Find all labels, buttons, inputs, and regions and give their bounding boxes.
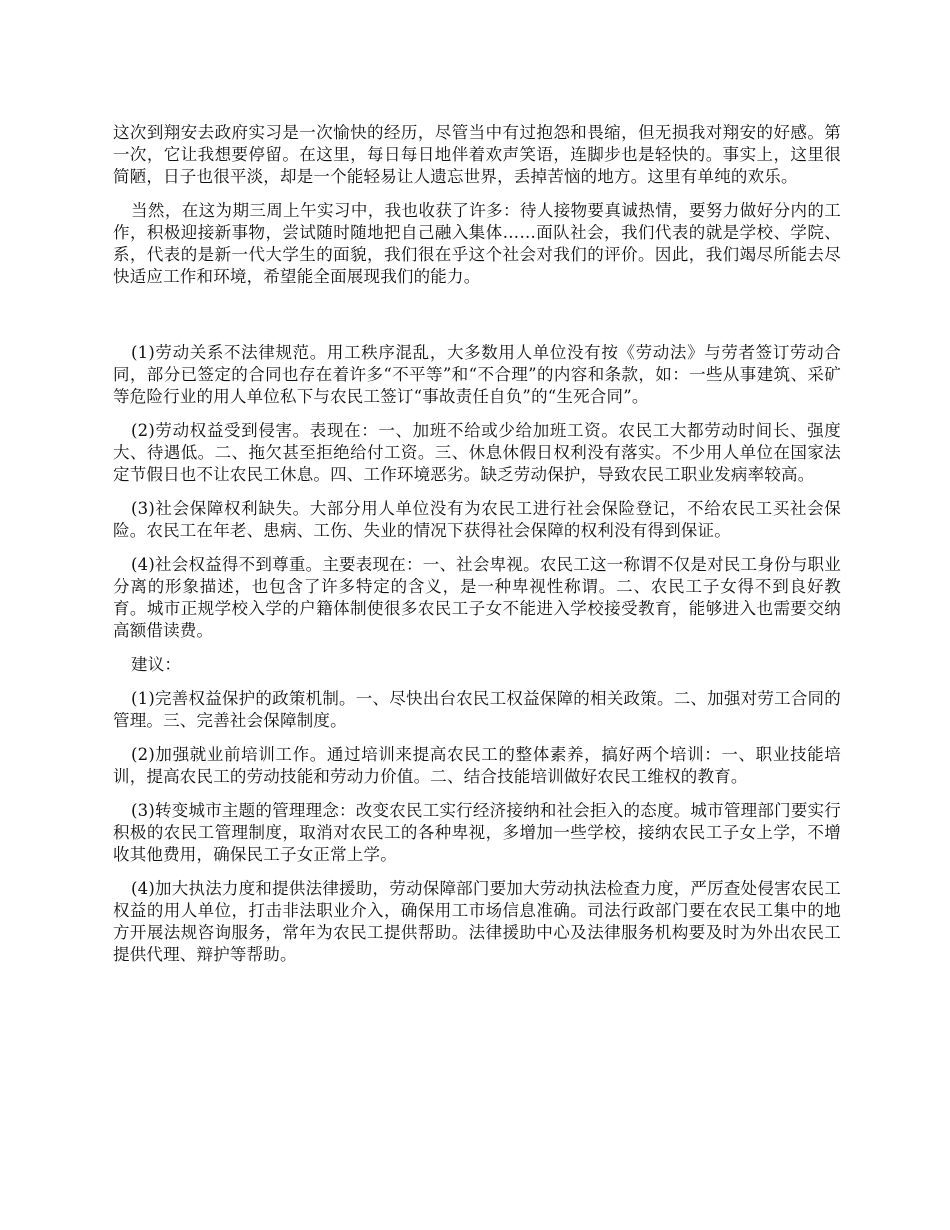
paragraph-issue-1: (1)劳动关系不法律规范。用工秩序混乱，大多数用人单位没有按《劳动法》与劳者签订劳动合同，部分已签定的合同也存在着许多“不平等”和“不合理”的内容和条款，如：一些从事建筑、采矿等危险行业的用人单位私下与农民工签订“事故责任自负”的“生死合同”。	[113, 343, 841, 406]
paragraph-suggestion-1: (1)完善权益保护的政策机制。一、尽快出台农民工权益保障的相关政策。二、加强对劳工合同的管理。三、完善社会保障制度。	[113, 689, 841, 730]
paragraph-suggestion-2: (2)加强就业前培训工作。通过培训来提高农民工的整体素养，搞好两个培训：一、职业技能培训，提高农民工的劳动技能和劳动力价值。二、结合技能培训做好农民工维权的教育。	[113, 745, 841, 786]
paragraph-issue-2: (2)劳动权益受到侵害。表现在：一、加班不给或少给加班工资。农民工大都劳动时间长、强度大、待遇低。二、拖欠甚至拒绝给付工资。三、休息休假日权利没有落实。不少用人单位在国家法定节假日也不让农民工休息。四、工作环境恶劣。缺乏劳动保护，导致农民工职业发病率较高。	[113, 421, 841, 484]
document-page	[113, 122, 841, 966]
paragraph-suggestions-heading: 建议：	[131, 655, 182, 674]
paragraph-suggestion-4: (4)加大执法力度和提供法律援助，劳动保障部门要加大劳动执法检查力度，严厉查处侵害农民工权益的用人单位，打击非法职业介入，确保用工市场信息准确。司法行政部门要在农民工集中的地方开展法规咨询服务，常年为农民工提供帮助。法律援助中心及法律服务机构要及时为外出农民工提供代理、辩护等帮助。	[113, 879, 841, 964]
paragraph-issue-4: (4)社会权益得不到尊重。主要表现在：一、社会卑视。农民工这一称谓不仅是对民工身份与职业分离的形象描述，也包含了许多特定的含义，是一种卑视性称谓。二、农民工子女得不到良好教育。城市正规学校入学的户籍体制使很多农民工子女不能进入学校接受教育，能够进入也需要交纳高额借读费。	[113, 555, 841, 640]
paragraph-internship-intro: 这次到翔安去政府实习是一次愉快的经历，尽管当中有过抱怨和畏缩，但无损我对翔安的好感。第一次，它让我想要停留。在这里，每日每日地伴着欢声笑语，连脚步也是轻快的。事实上，这里很简陋，日子也很平淡，却是一个能轻易让人遗忘世界，丢掉苦恼的地方。这里有单纯的欢乐。	[113, 123, 841, 186]
paragraph-internship-gains: 当然，在这为期三周上午实习中，我也收获了许多：待人接物要真诚热情，要努力做好分内的工作，积极迎接新事物，尝试随时随地把自己融入集体……面队社会，我们代表的就是学校、学院、系，代表的是新一代大学生的面貌，我们很在乎这个社会对我们的评价。因此，我们竭尽所能去尽快适应工作和环境，希望能全面展现我们的能力。	[113, 201, 841, 286]
paragraph-suggestion-3: (3)转变城市主题的管理理念：改变农民工实行经济接纳和社会拒入的态度。城市管理部门要实行积极的农民工管理制度，取消对农民工的各种卑视，多增加一些学校，接纳农民工子女上学，不增收其他费用，确保民工子女正常上学。	[113, 801, 841, 864]
paragraph-issue-3: (3)社会保障权利缺失。大部分用人单位没有为农民工进行社会保险登记，不给农民工买社会保险。农民工在年老、患病、工伤、失业的情况下获得社会保障的权利没有得到保证。	[113, 499, 841, 540]
